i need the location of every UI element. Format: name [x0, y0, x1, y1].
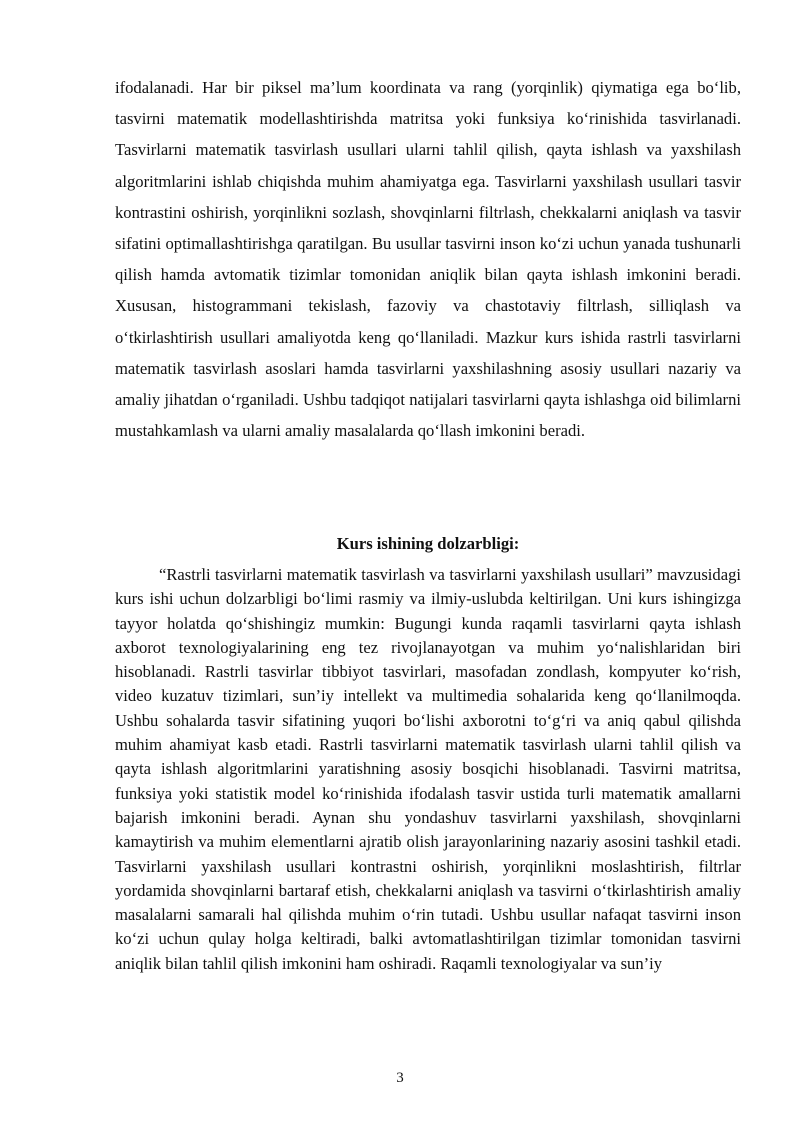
section-heading: Kurs ishining dolzarbligi:: [336, 534, 520, 553]
page-number: 3: [396, 1070, 404, 1086]
section-paragraph: “Rastrli tasvirlarni matematik tasvirlash va tasvirlarni yaxshilash usullari” mavzusidagi kurs ishi uchun dolzarbligi bo‘limi rasmiy va ilmiy-uslubda keltirilgan. Uni kurs ishingizga tayyor holatda qo‘shishingiz mumkin: Bugungi kunda raqamli tasvirlarni qayta ishlash axborot texnologiyalarining eng tez rivojlanayotgan va muhim yo‘nalishlaridan biri hisoblanadi. Rastrli tasvirlar tibbiyot tasvirlari, masofadan zondlash, kompyuter ko‘rish, video kuzatuv tizimlari, sun’iy intellekt va multimedia sohalarida keng qo‘llanilmoqda. Ushbu sohalarda tasvir sifatining yuqori bo‘lishi axborotni to‘g‘ri va aniq qabul qilishda muhim ahamiyat kasb etadi. Rastrli tasvirlarni matematik tasvirlash ularni tahlil qilish va qayta ishlash algoritmlarini yaratishning asosiy bosqichi hisoblanadi. Tasvirni matritsa, funksiya yoki statistik model ko‘rinishida ifodalash tasvir ustida turli matematik amallarni bajarish imkonini beradi. Aynan shu yondashuv tasvirlarni yaxshilash, shovqinlarni kamaytirish va muhim elementlarni ajratib olish jarayonlarining nazariy asosini tashkil etadi. Tasvirlarni yaxshilash usullari kontrastni oshirish, yorqinlikni moslashtirish, filtrlar yordamida shovqinlarni bartaraf etish, chekkalarni aniqlash va tasvirni o‘tkirlashtirish amaliy masalalarni samarali hal qilishda muhim o‘rin tutadi. Ushbu usullar nafaqat tasvirni inson ko‘zi uchun qulay holga keltiradi, balki avtomatlashtirilgan tizimlar tomonidan tasvirni aniqlik bilan tahlil qilish imkonini ham oshiradi. Raqamli texnologiyalar va sun’iy: [115, 565, 741, 973]
body-paragraph-continued: ifodalanadi. Har bir piksel ma’lum koordinata va rang (yorqinlik) qiymatiga ega bo‘lib, tasvirni matematik modellashtirishda matritsa yoki funksiya ko‘rinishida tasvirlanadi. Tasvirlarni matematik tasvirlash usullari ularni tahlil qilish, qayta ishlash va yaxshilash algoritmlarini ishlab chiqishda muhim ahamiyatga ega. Tasvirlarni yaxshilash usullari tasvir kontrastini oshirish, yorqinlikni sozlash, shovqinlarni filtrlash, chekkalarni aniqlash va tasvir sifatini optimallashtirishga qaratilgan. Bu usullar tasvirni inson ko‘zi uchun yanada tushunarli qilish hamda avtomatik tizimlar tomonidan aniqlik bilan qayta ishlash imkonini beradi. Xususan, histogrammani tekislash, fazoviy va chastotaviy filtrlash, silliqlash va o‘tkirlashtirish usullari amaliyotda keng qo‘llaniladi. Mazkur kurs ishida rastrli tasvirlarni matematik tasvirlash asoslari hamda tasvirlarni yaxshilashning asosiy usullari nazariy va amaliy jihatdan o‘rganiladi. Ushbu tadqiqot natijalari tasvirlarni qayta ishlashga oid bilimlarni mustahkamlash va ularni amaliy masalalarda qo‘llash imkonini beradi.: [115, 78, 741, 441]
